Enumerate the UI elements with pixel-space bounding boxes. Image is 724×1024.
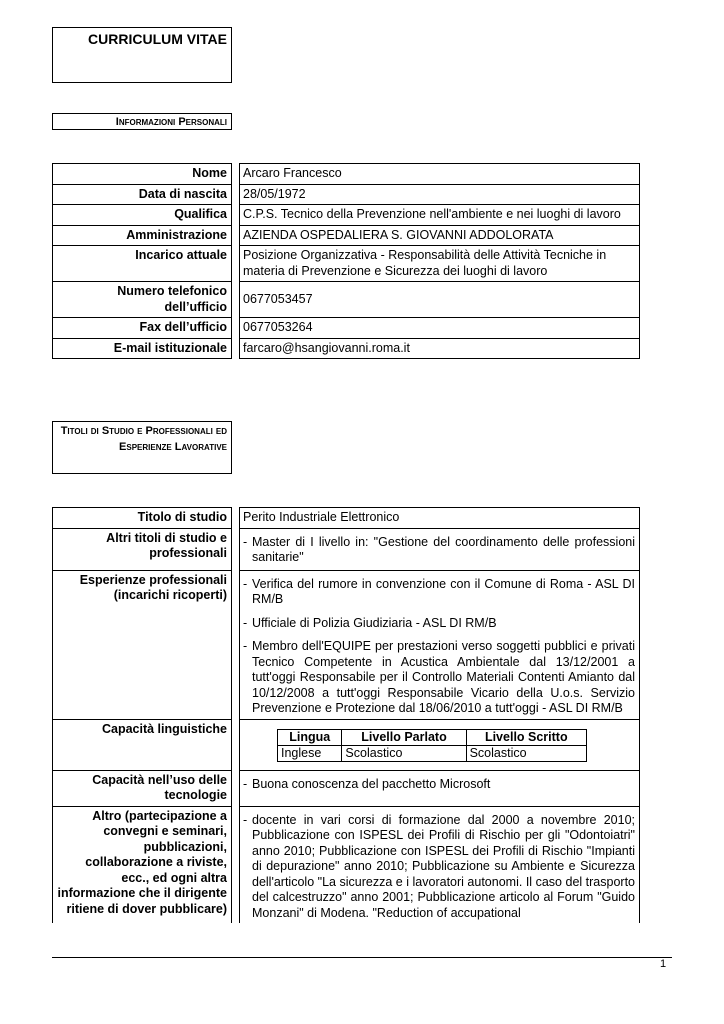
column-header: Lingua (278, 729, 342, 745)
table-row (52, 720, 640, 771)
label-email: E-mail istituzionale (52, 339, 232, 360)
label-incarico: Incarico attuale (52, 246, 232, 282)
page-number: 1 (660, 958, 667, 970)
table-row (52, 282, 640, 318)
label-telefono: Numero telefonico dell’ufficio (52, 282, 232, 318)
table-row (52, 571, 640, 720)
bullet-dash: - (243, 812, 248, 827)
label-tecnologie: Capacità nell’uso delle tecnologie (52, 771, 232, 807)
list-item (243, 639, 635, 717)
column-header: Livello Scritto (466, 729, 586, 745)
list-item-text: Master di I livello in: "Gestione del coordinamento delle professioni sanitarie" (252, 534, 635, 564)
value-email: farcaro@hsangiovanni.roma.it (239, 339, 640, 360)
label-altri-titoli: Altri titoli di studio e professionali (52, 529, 232, 571)
table-row (52, 771, 640, 807)
list-item (243, 535, 635, 566)
list-item-text: Membro dell'EQUIPE per prestazioni verso soggetti pubblici e privati Tecnico Competente in Acustica Ambientale dal 13/12/2001 a tutt'oggi Responsabile per il Controllo Materiali Contenti Amianto dal 10/12/2008 a tutt'oggi Responsabile Vicario della U.o.s. Servizio Prevenzione e Protezione dal 18/06/2010 a tutt'oggi - ASL DI RM/B (252, 639, 635, 715)
bullet-dash: - (243, 639, 248, 653)
value-fax: 0677053264 (239, 318, 640, 339)
label-lingue: Capacità linguistiche (52, 720, 232, 771)
label-titolo-studio: Titolo di studio (52, 507, 232, 529)
table-row (52, 205, 640, 226)
footer-divider (52, 957, 672, 958)
bullet-dash: - (243, 534, 248, 549)
table-row (52, 339, 640, 360)
table-row (278, 729, 587, 745)
value-esperienze (239, 571, 640, 720)
value-data-nascita: 28/05/1972 (239, 185, 640, 206)
column-header: Livello Parlato (342, 729, 466, 745)
label-data-nascita: Data di nascita (52, 185, 232, 206)
value-lingue (239, 720, 640, 771)
section-header-personal: Informazioni Personali (52, 113, 232, 130)
list-item (243, 616, 635, 632)
bullet-dash: - (243, 776, 248, 791)
value-incarico: Posizione Organizzativa - Responsabilità delle Attività Tecniche in materia di Prevenzione e Sicurezza dei luoghi di lavoro (239, 246, 640, 282)
label-altro: Altro (partecipazione a convegni e seminari, pubblicazioni, collaborazione a riviste, ecc., ed ogni altra informazione che il dirigente ritiene di dover pubblicare) (52, 807, 232, 924)
table-cell: Scolastico (342, 745, 466, 761)
label-qualifica: Qualifica (52, 205, 232, 226)
table-row (52, 246, 640, 282)
value-qualifica: C.P.S. Tecnico della Prevenzione nell'ambiente e nei luoghi di lavoro (239, 205, 640, 226)
value-amministrazione: AZIENDA OSPEDALIERA S. GIOVANNI ADDOLORATA (239, 226, 640, 247)
table-cell: Scolastico (466, 745, 586, 761)
table-row (52, 529, 640, 571)
table-row (278, 745, 587, 761)
list-item-text: docente in vari corsi di formazione dal 2000 a novembre 2010; Pubblicazione con ISPESL dei Profili di Rischio per gli "Odontoiatri" anno 2010; Pubblicazione con ISPESL dei Profili di Rischio "Impianti di depurazione" anno 2010; Pubblicazione su Ambiente e Sicurezza dell'articolo "La sicurezza e i lavoratori autonomi. Il caso del trasporto del calcestruzzo" anno 2001; Pubblicazione articolo al Forum "Guido Monzani" di Modena. "Reduction of accupational (252, 812, 635, 920)
table-row (52, 163, 640, 185)
studies-table (52, 507, 640, 923)
label-nome: Nome (52, 163, 232, 185)
table-cell: Inglese (278, 745, 342, 761)
label-amministrazione: Amministrazione (52, 226, 232, 247)
table-row (52, 318, 640, 339)
languages-table (277, 729, 587, 762)
table-row (52, 185, 640, 206)
list-item-text: Ufficiale di Polizia Giudiziaria - ASL DI RM/B (252, 615, 497, 630)
bullet-dash: - (243, 615, 248, 630)
list-item (243, 577, 635, 608)
cv-title: CURRICULUM VITAE (52, 27, 232, 83)
value-titolo-studio: Perito Industriale Elettronico (239, 507, 640, 529)
label-esperienze: Esperienze professionali (incarichi ricoperti) (52, 571, 232, 720)
table-row (52, 507, 640, 529)
personal-info-table (52, 163, 640, 359)
value-nome: Arcaro Francesco (239, 163, 640, 185)
table-row (52, 226, 640, 247)
bullet-dash: - (243, 576, 248, 591)
value-tecnologie (239, 771, 640, 807)
value-telefono: 0677053457 (239, 282, 640, 318)
section-header-studies: Titoli di Studio e Professionali ed Esperienze Lavorative (52, 421, 232, 474)
label-fax: Fax dell’ufficio (52, 318, 232, 339)
list-item (243, 777, 635, 793)
list-item (243, 813, 635, 922)
list-item-text: Verifica del rumore in convenzione con il Comune di Roma - ASL DI RM/B (252, 576, 635, 606)
value-altri-titoli (239, 529, 640, 571)
table-row (52, 807, 640, 924)
list-item-text: Buona conoscenza del pacchetto Microsoft (252, 776, 491, 791)
value-altro (239, 807, 640, 924)
